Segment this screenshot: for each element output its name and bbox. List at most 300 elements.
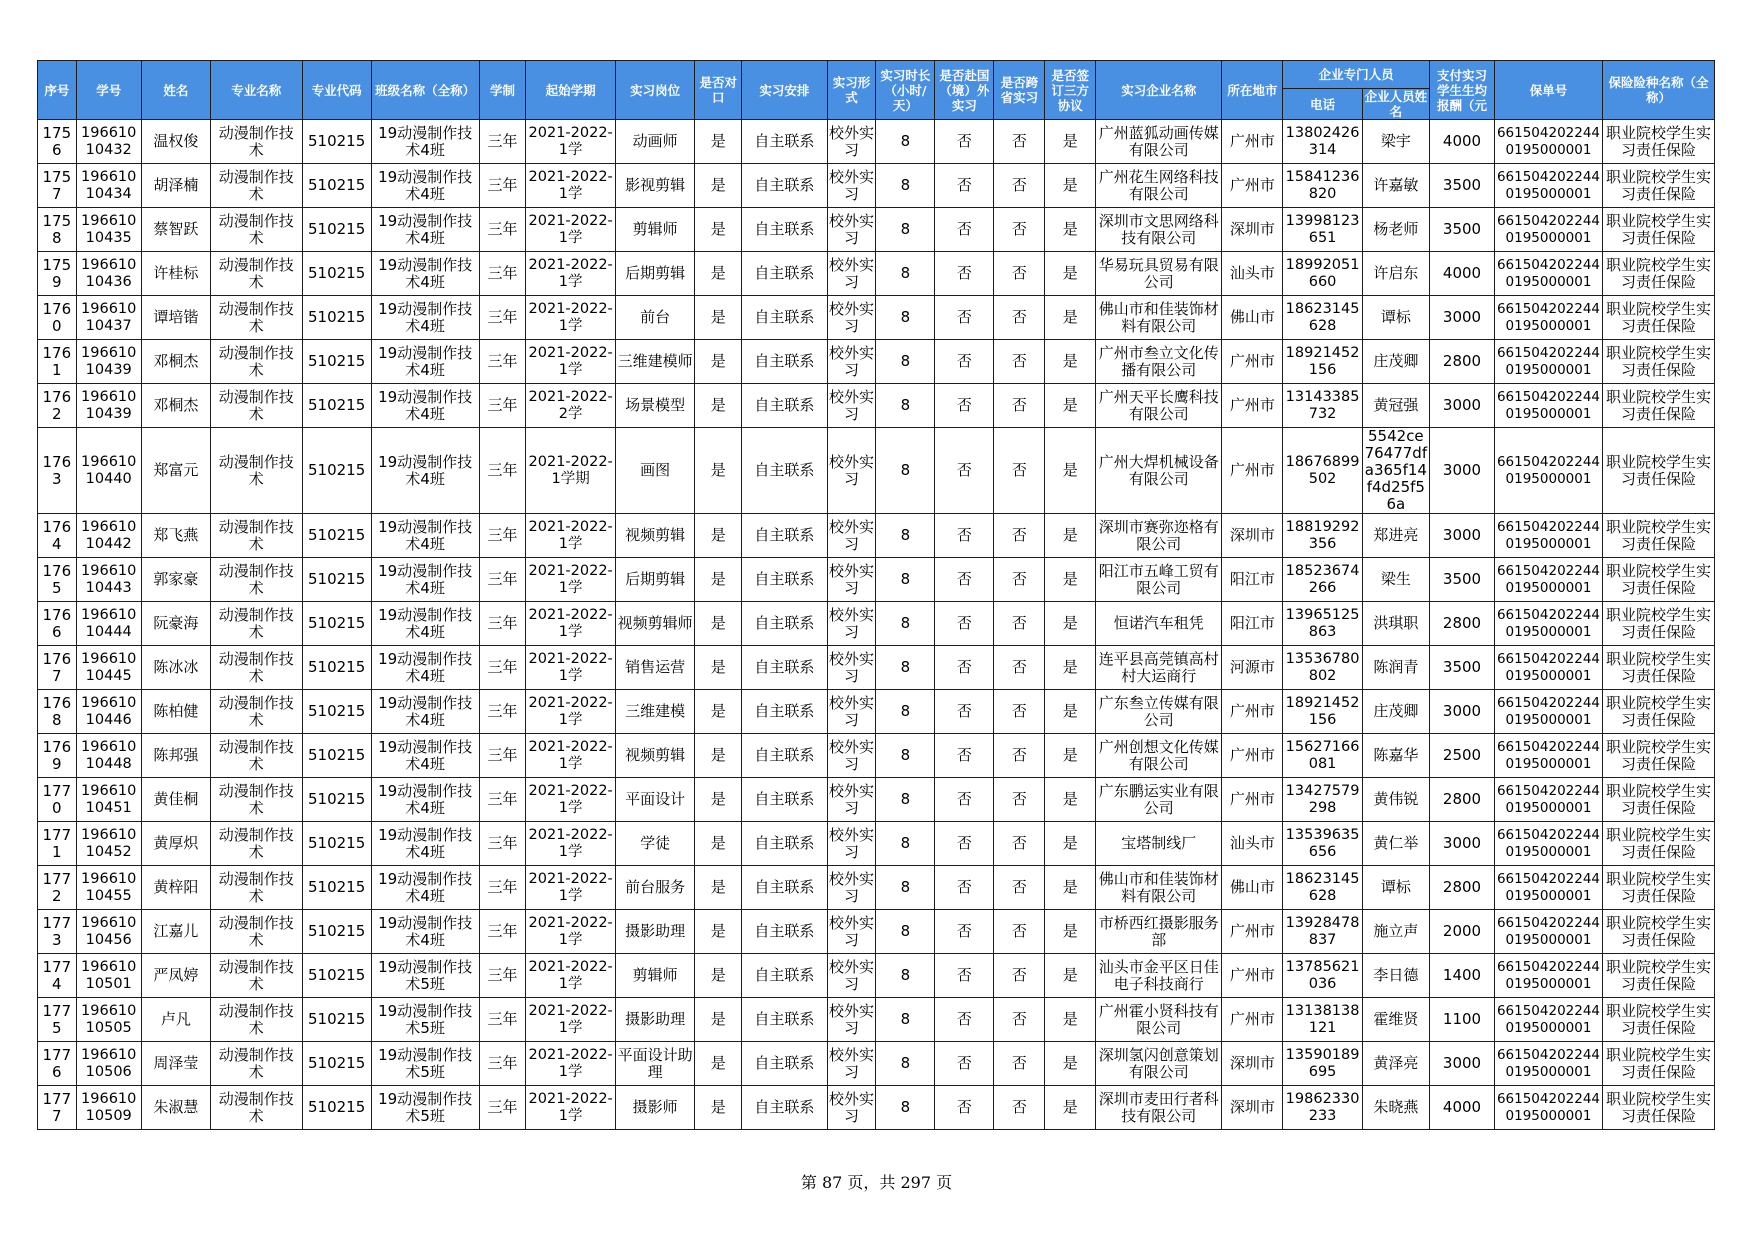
cell-form: 校外实习	[827, 1086, 876, 1130]
cell-form: 校外实习	[827, 602, 876, 646]
cell-student-id: 19661010434	[76, 164, 141, 208]
cell-hours: 8	[876, 734, 935, 778]
cell-cross-province: 否	[994, 428, 1045, 514]
cell-form: 校外实习	[827, 910, 876, 954]
cell-major-code: 510215	[302, 734, 371, 778]
cell-hours: 8	[876, 340, 935, 384]
cell-major-code: 510215	[302, 120, 371, 164]
cell-seq: 1758	[38, 208, 77, 252]
cell-hours: 8	[876, 514, 935, 558]
cell-duration: 三年	[479, 646, 526, 690]
cell-name: 朱淑慧	[141, 1086, 210, 1130]
cell-form: 校外实习	[827, 954, 876, 998]
cell-start-term: 2021-2022-1学	[526, 734, 616, 778]
header-student-id: 学号	[76, 61, 141, 120]
cell-contact-name: 梁宇	[1362, 120, 1429, 164]
cell-form: 校外实习	[827, 866, 876, 910]
cell-cross-province: 否	[994, 690, 1045, 734]
cell-student-id: 19661010443	[76, 558, 141, 602]
cell-student-id: 19661010439	[76, 384, 141, 428]
table-row	[38, 296, 1715, 340]
cell-company: 深圳市文思网络科技有限公司	[1096, 208, 1222, 252]
cell-start-term: 2021-2022-1学	[526, 340, 616, 384]
cell-tripartite: 是	[1045, 690, 1096, 734]
cell-position: 学徒	[615, 822, 694, 866]
cell-pay: 3000	[1429, 384, 1494, 428]
cell-start-term: 2021-2022-1学	[526, 164, 616, 208]
header-cross-province: 是否跨省实习	[994, 61, 1045, 120]
cell-matched: 是	[695, 252, 742, 296]
cell-name: 陈柏健	[141, 690, 210, 734]
cell-matched: 是	[695, 428, 742, 514]
cell-position: 前台服务	[615, 866, 694, 910]
cell-major: 动漫制作技术	[210, 296, 302, 340]
cell-major-code: 510215	[302, 514, 371, 558]
cell-hours: 8	[876, 384, 935, 428]
cell-major-code: 510215	[302, 954, 371, 998]
cell-company: 连平县高莞镇高村村大运商行	[1096, 646, 1222, 690]
cell-contact-name: 陈嘉华	[1362, 734, 1429, 778]
cell-hours: 8	[876, 120, 935, 164]
cell-duration: 三年	[479, 120, 526, 164]
cell-seq: 1771	[38, 822, 77, 866]
cell-major-code: 510215	[302, 384, 371, 428]
cell-pay: 3000	[1429, 690, 1494, 734]
cell-pay: 1100	[1429, 998, 1494, 1042]
cell-arrangement: 自主联系	[742, 998, 827, 1042]
cell-tripartite: 是	[1045, 340, 1096, 384]
cell-city: 广州市	[1222, 428, 1283, 514]
header-major-code: 专业代码	[302, 61, 371, 120]
cell-pay: 3000	[1429, 428, 1494, 514]
cell-pay: 3500	[1429, 208, 1494, 252]
cell-arrangement: 自主联系	[742, 120, 827, 164]
cell-insurance: 职业院校学生实习责任保险	[1602, 954, 1714, 998]
cell-class-name: 19动漫制作技术4班	[371, 822, 479, 866]
cell-city: 深圳市	[1222, 1086, 1283, 1130]
cell-student-id: 19661010506	[76, 1042, 141, 1086]
table-row	[38, 822, 1715, 866]
cell-contact-name: 黄泽亮	[1362, 1042, 1429, 1086]
cell-company: 广州霍小贤科技有限公司	[1096, 998, 1222, 1042]
cell-tripartite: 是	[1045, 1042, 1096, 1086]
table-row	[38, 910, 1715, 954]
cell-class-name: 19动漫制作技术4班	[371, 340, 479, 384]
cell-cross-province: 否	[994, 998, 1045, 1042]
cell-position: 平面设计助理	[615, 1042, 694, 1086]
cell-arrangement: 自主联系	[742, 558, 827, 602]
cell-abroad: 否	[935, 998, 994, 1042]
cell-contact-phone: 13785621036	[1283, 954, 1362, 998]
cell-matched: 是	[695, 384, 742, 428]
cell-abroad: 否	[935, 340, 994, 384]
cell-company: 佛山市和佳装饰材料有限公司	[1096, 296, 1222, 340]
cell-company: 广东鹏运实业有限公司	[1096, 778, 1222, 822]
cell-class-name: 19动漫制作技术4班	[371, 910, 479, 954]
header-city: 所在地市	[1222, 61, 1283, 120]
cell-arrangement: 自主联系	[742, 1042, 827, 1086]
cell-hours: 8	[876, 1086, 935, 1130]
cell-class-name: 19动漫制作技术5班	[371, 1086, 479, 1130]
cell-student-id: 19661010445	[76, 646, 141, 690]
cell-position: 后期剪辑	[615, 252, 694, 296]
header-duration: 学制	[479, 61, 526, 120]
cell-cross-province: 否	[994, 1086, 1045, 1130]
cell-abroad: 否	[935, 778, 994, 822]
cell-seq: 1774	[38, 954, 77, 998]
cell-hours: 8	[876, 954, 935, 998]
cell-company: 阳江市五峰工贸有限公司	[1096, 558, 1222, 602]
cell-duration: 三年	[479, 164, 526, 208]
cell-class-name: 19动漫制作技术4班	[371, 208, 479, 252]
cell-major-code: 510215	[302, 208, 371, 252]
cell-tripartite: 是	[1045, 734, 1096, 778]
cell-seq: 1765	[38, 558, 77, 602]
cell-company: 广州大焊机械设备有限公司	[1096, 428, 1222, 514]
cell-student-id: 19661010442	[76, 514, 141, 558]
cell-city: 佛山市	[1222, 296, 1283, 340]
cell-matched: 是	[695, 602, 742, 646]
cell-pay: 3500	[1429, 558, 1494, 602]
cell-major-code: 510215	[302, 1042, 371, 1086]
cell-form: 校外实习	[827, 558, 876, 602]
cell-position: 三维建模师	[615, 340, 694, 384]
header-seq: 序号	[38, 61, 77, 120]
cell-company: 恒诺汽车租凭	[1096, 602, 1222, 646]
cell-cross-province: 否	[994, 1042, 1045, 1086]
cell-seq: 1773	[38, 910, 77, 954]
cell-major: 动漫制作技术	[210, 910, 302, 954]
cell-start-term: 2021-2022-1学	[526, 998, 616, 1042]
cell-arrangement: 自主联系	[742, 164, 827, 208]
cell-company: 汕头市金平区日佳电子科技商行	[1096, 954, 1222, 998]
cell-hours: 8	[876, 690, 935, 734]
cell-class-name: 19动漫制作技术4班	[371, 514, 479, 558]
cell-insurance: 职业院校学生实习责任保险	[1602, 252, 1714, 296]
cell-contact-phone: 18819292356	[1283, 514, 1362, 558]
cell-hours: 8	[876, 646, 935, 690]
cell-name: 黄佳桐	[141, 778, 210, 822]
cell-city: 广州市	[1222, 998, 1283, 1042]
cell-seq: 1763	[38, 428, 77, 514]
cell-pay: 2800	[1429, 602, 1494, 646]
cell-start-term: 2021-2022-1学	[526, 910, 616, 954]
cell-position: 视频剪辑	[615, 734, 694, 778]
cell-seq: 1757	[38, 164, 77, 208]
cell-form: 校外实习	[827, 998, 876, 1042]
cell-seq: 1772	[38, 866, 77, 910]
cell-company: 佛山市和佳装饰材料有限公司	[1096, 866, 1222, 910]
cell-company: 广州花生网络科技有限公司	[1096, 164, 1222, 208]
cell-contact-name: 郑进亮	[1362, 514, 1429, 558]
cell-matched: 是	[695, 1086, 742, 1130]
cell-student-id: 19661010455	[76, 866, 141, 910]
cell-form: 校外实习	[827, 340, 876, 384]
cell-seq: 1776	[38, 1042, 77, 1086]
cell-arrangement: 自主联系	[742, 690, 827, 734]
cell-form: 校外实习	[827, 208, 876, 252]
cell-matched: 是	[695, 734, 742, 778]
cell-contact-phone: 13536780802	[1283, 646, 1362, 690]
cell-cross-province: 否	[994, 602, 1045, 646]
cell-tripartite: 是	[1045, 998, 1096, 1042]
cell-student-id: 19661010436	[76, 252, 141, 296]
cell-insurance: 职业院校学生实习责任保险	[1602, 690, 1714, 734]
header-contact-phone: 电话	[1283, 89, 1362, 120]
table-row	[38, 120, 1715, 164]
cell-major: 动漫制作技术	[210, 778, 302, 822]
cell-form: 校外实习	[827, 514, 876, 558]
cell-major-code: 510215	[302, 646, 371, 690]
cell-class-name: 19动漫制作技术4班	[371, 734, 479, 778]
cell-insurance: 职业院校学生实习责任保险	[1602, 208, 1714, 252]
cell-class-name: 19动漫制作技术4班	[371, 646, 479, 690]
cell-abroad: 否	[935, 208, 994, 252]
cell-duration: 三年	[479, 998, 526, 1042]
cell-position: 摄影助理	[615, 998, 694, 1042]
cell-contact-name: 许启东	[1362, 252, 1429, 296]
cell-student-id: 19661010444	[76, 602, 141, 646]
cell-insurance: 职业院校学生实习责任保险	[1602, 646, 1714, 690]
cell-hours: 8	[876, 822, 935, 866]
cell-policy-no: 6615042022440195000001	[1495, 296, 1603, 340]
cell-hours: 8	[876, 164, 935, 208]
cell-start-term: 2021-2022-1学	[526, 208, 616, 252]
cell-tripartite: 是	[1045, 252, 1096, 296]
header-arrangement: 实习安排	[742, 61, 827, 120]
cell-policy-no: 6615042022440195000001	[1495, 866, 1603, 910]
cell-form: 校外实习	[827, 252, 876, 296]
cell-cross-province: 否	[994, 778, 1045, 822]
cell-hours: 8	[876, 910, 935, 954]
cell-matched: 是	[695, 120, 742, 164]
cell-matched: 是	[695, 1042, 742, 1086]
cell-arrangement: 自主联系	[742, 340, 827, 384]
cell-seq: 1775	[38, 998, 77, 1042]
cell-tripartite: 是	[1045, 602, 1096, 646]
cell-policy-no: 6615042022440195000001	[1495, 164, 1603, 208]
cell-major-code: 510215	[302, 296, 371, 340]
cell-contact-name: 黄仁举	[1362, 822, 1429, 866]
cell-position: 视频剪辑师	[615, 602, 694, 646]
cell-abroad: 否	[935, 558, 994, 602]
cell-contact-phone: 13539635656	[1283, 822, 1362, 866]
cell-matched: 是	[695, 690, 742, 734]
cell-tripartite: 是	[1045, 164, 1096, 208]
cell-contact-name: 庄茂卿	[1362, 340, 1429, 384]
cell-class-name: 19动漫制作技术5班	[371, 998, 479, 1042]
cell-form: 校外实习	[827, 734, 876, 778]
cell-city: 阳江市	[1222, 558, 1283, 602]
cell-contact-name: 庄茂卿	[1362, 690, 1429, 734]
cell-major-code: 510215	[302, 778, 371, 822]
cell-name: 陈冰冰	[141, 646, 210, 690]
header-start-term: 起始学期	[526, 61, 616, 120]
cell-start-term: 2021-2022-1学	[526, 954, 616, 998]
header-matched: 是否对口	[695, 61, 742, 120]
cell-start-term: 2021-2022-1学	[526, 252, 616, 296]
cell-seq: 1762	[38, 384, 77, 428]
cell-contact-name: 朱晓燕	[1362, 1086, 1429, 1130]
cell-arrangement: 自主联系	[742, 208, 827, 252]
cell-class-name: 19动漫制作技术4班	[371, 778, 479, 822]
cell-start-term: 2021-2022-2学	[526, 384, 616, 428]
cell-contact-name: 施立声	[1362, 910, 1429, 954]
cell-insurance: 职业院校学生实习责任保险	[1602, 164, 1714, 208]
cell-abroad: 否	[935, 1042, 994, 1086]
cell-hours: 8	[876, 558, 935, 602]
cell-contact-phone: 13965125863	[1283, 602, 1362, 646]
cell-contact-phone: 13928478837	[1283, 910, 1362, 954]
cell-class-name: 19动漫制作技术5班	[371, 954, 479, 998]
cell-tripartite: 是	[1045, 822, 1096, 866]
cell-contact-phone: 15841236820	[1283, 164, 1362, 208]
cell-arrangement: 自主联系	[742, 822, 827, 866]
cell-contact-name: 陈润青	[1362, 646, 1429, 690]
cell-name: 邓桐杰	[141, 340, 210, 384]
cell-student-id: 19661010505	[76, 998, 141, 1042]
cell-company: 深圳市赛弥迩格有限公司	[1096, 514, 1222, 558]
cell-position: 场景模型	[615, 384, 694, 428]
cell-form: 校外实习	[827, 690, 876, 734]
cell-duration: 三年	[479, 340, 526, 384]
cell-contact-name: 李日德	[1362, 954, 1429, 998]
cell-matched: 是	[695, 296, 742, 340]
cell-insurance: 职业院校学生实习责任保险	[1602, 822, 1714, 866]
cell-cross-province: 否	[994, 646, 1045, 690]
table-row	[38, 164, 1715, 208]
header-company: 实习企业名称	[1096, 61, 1222, 120]
cell-abroad: 否	[935, 954, 994, 998]
cell-position: 剪辑师	[615, 954, 694, 998]
cell-city: 深圳市	[1222, 514, 1283, 558]
cell-class-name: 19动漫制作技术5班	[371, 1042, 479, 1086]
cell-form: 校外实习	[827, 384, 876, 428]
cell-company: 广东叁立传媒有限公司	[1096, 690, 1222, 734]
cell-name: 黄梓阳	[141, 866, 210, 910]
cell-major-code: 510215	[302, 252, 371, 296]
cell-pay: 4000	[1429, 120, 1494, 164]
cell-start-term: 2021-2022-1学	[526, 558, 616, 602]
cell-company: 市桥西红摄影服务部	[1096, 910, 1222, 954]
cell-arrangement: 自主联系	[742, 602, 827, 646]
cell-start-term: 2021-2022-1学	[526, 690, 616, 734]
cell-arrangement: 自主联系	[742, 734, 827, 778]
cell-major: 动漫制作技术	[210, 428, 302, 514]
cell-pay: 3500	[1429, 646, 1494, 690]
cell-insurance: 职业院校学生实习责任保险	[1602, 998, 1714, 1042]
cell-city: 深圳市	[1222, 208, 1283, 252]
cell-seq: 1759	[38, 252, 77, 296]
header-contact-name: 企业人员姓名	[1362, 89, 1429, 120]
cell-contact-name: 洪琪职	[1362, 602, 1429, 646]
cell-insurance: 职业院校学生实习责任保险	[1602, 778, 1714, 822]
cell-abroad: 否	[935, 428, 994, 514]
cell-contact-name: 5542ce76477dfa365f14f4d25f56a	[1362, 428, 1429, 514]
cell-start-term: 2021-2022-1学	[526, 866, 616, 910]
cell-major-code: 510215	[302, 558, 371, 602]
cell-arrangement: 自主联系	[742, 296, 827, 340]
table-row	[38, 734, 1715, 778]
cell-duration: 三年	[479, 1042, 526, 1086]
cell-hours: 8	[876, 252, 935, 296]
cell-cross-province: 否	[994, 384, 1045, 428]
cell-insurance: 职业院校学生实习责任保险	[1602, 558, 1714, 602]
cell-cross-province: 否	[994, 164, 1045, 208]
cell-tripartite: 是	[1045, 1086, 1096, 1130]
cell-abroad: 否	[935, 602, 994, 646]
cell-arrangement: 自主联系	[742, 252, 827, 296]
cell-matched: 是	[695, 910, 742, 954]
cell-cross-province: 否	[994, 252, 1045, 296]
cell-student-id: 19661010501	[76, 954, 141, 998]
cell-contact-phone: 13143385732	[1283, 384, 1362, 428]
cell-tripartite: 是	[1045, 646, 1096, 690]
cell-tripartite: 是	[1045, 120, 1096, 164]
cell-form: 校外实习	[827, 164, 876, 208]
cell-major: 动漫制作技术	[210, 384, 302, 428]
cell-policy-no: 6615042022440195000001	[1495, 954, 1603, 998]
cell-name: 卢凡	[141, 998, 210, 1042]
cell-hours: 8	[876, 602, 935, 646]
header-form: 实习形式	[827, 61, 876, 120]
cell-pay: 2500	[1429, 734, 1494, 778]
cell-policy-no: 6615042022440195000001	[1495, 252, 1603, 296]
header-major: 专业名称	[210, 61, 302, 120]
cell-abroad: 否	[935, 734, 994, 778]
cell-contact-phone: 19862330233	[1283, 1086, 1362, 1130]
cell-city: 深圳市	[1222, 1042, 1283, 1086]
cell-form: 校外实习	[827, 428, 876, 514]
cell-start-term: 2021-2022-1学	[526, 120, 616, 164]
cell-company: 广州天平长鹰科技有限公司	[1096, 384, 1222, 428]
cell-contact-name: 谭标	[1362, 866, 1429, 910]
cell-pay: 1400	[1429, 954, 1494, 998]
cell-company: 深圳市麦田行者科技有限公司	[1096, 1086, 1222, 1130]
cell-contact-phone: 13998123651	[1283, 208, 1362, 252]
cell-cross-province: 否	[994, 954, 1045, 998]
cell-pay: 2800	[1429, 340, 1494, 384]
cell-student-id: 19661010432	[76, 120, 141, 164]
cell-policy-no: 6615042022440195000001	[1495, 602, 1603, 646]
cell-contact-name: 谭标	[1362, 296, 1429, 340]
cell-arrangement: 自主联系	[742, 384, 827, 428]
cell-arrangement: 自主联系	[742, 778, 827, 822]
cell-tripartite: 是	[1045, 428, 1096, 514]
cell-hours: 8	[876, 296, 935, 340]
cell-major-code: 510215	[302, 602, 371, 646]
cell-duration: 三年	[479, 514, 526, 558]
cell-policy-no: 6615042022440195000001	[1495, 514, 1603, 558]
cell-city: 广州市	[1222, 910, 1283, 954]
cell-seq: 1760	[38, 296, 77, 340]
header-abroad: 是否赴国（境）外实习	[935, 61, 994, 120]
cell-major: 动漫制作技术	[210, 602, 302, 646]
cell-form: 校外实习	[827, 120, 876, 164]
cell-contact-phone: 18523674266	[1283, 558, 1362, 602]
cell-major-code: 510215	[302, 998, 371, 1042]
cell-duration: 三年	[479, 954, 526, 998]
cell-cross-province: 否	[994, 558, 1045, 602]
cell-contact-phone: 18623145628	[1283, 296, 1362, 340]
cell-start-term: 2021-2022-1学	[526, 1086, 616, 1130]
cell-arrangement: 自主联系	[742, 514, 827, 558]
cell-policy-no: 6615042022440195000001	[1495, 1086, 1603, 1130]
cell-duration: 三年	[479, 690, 526, 734]
cell-matched: 是	[695, 954, 742, 998]
header-insurance: 保险险种名称（全称）	[1602, 61, 1714, 120]
cell-class-name: 19动漫制作技术4班	[371, 120, 479, 164]
